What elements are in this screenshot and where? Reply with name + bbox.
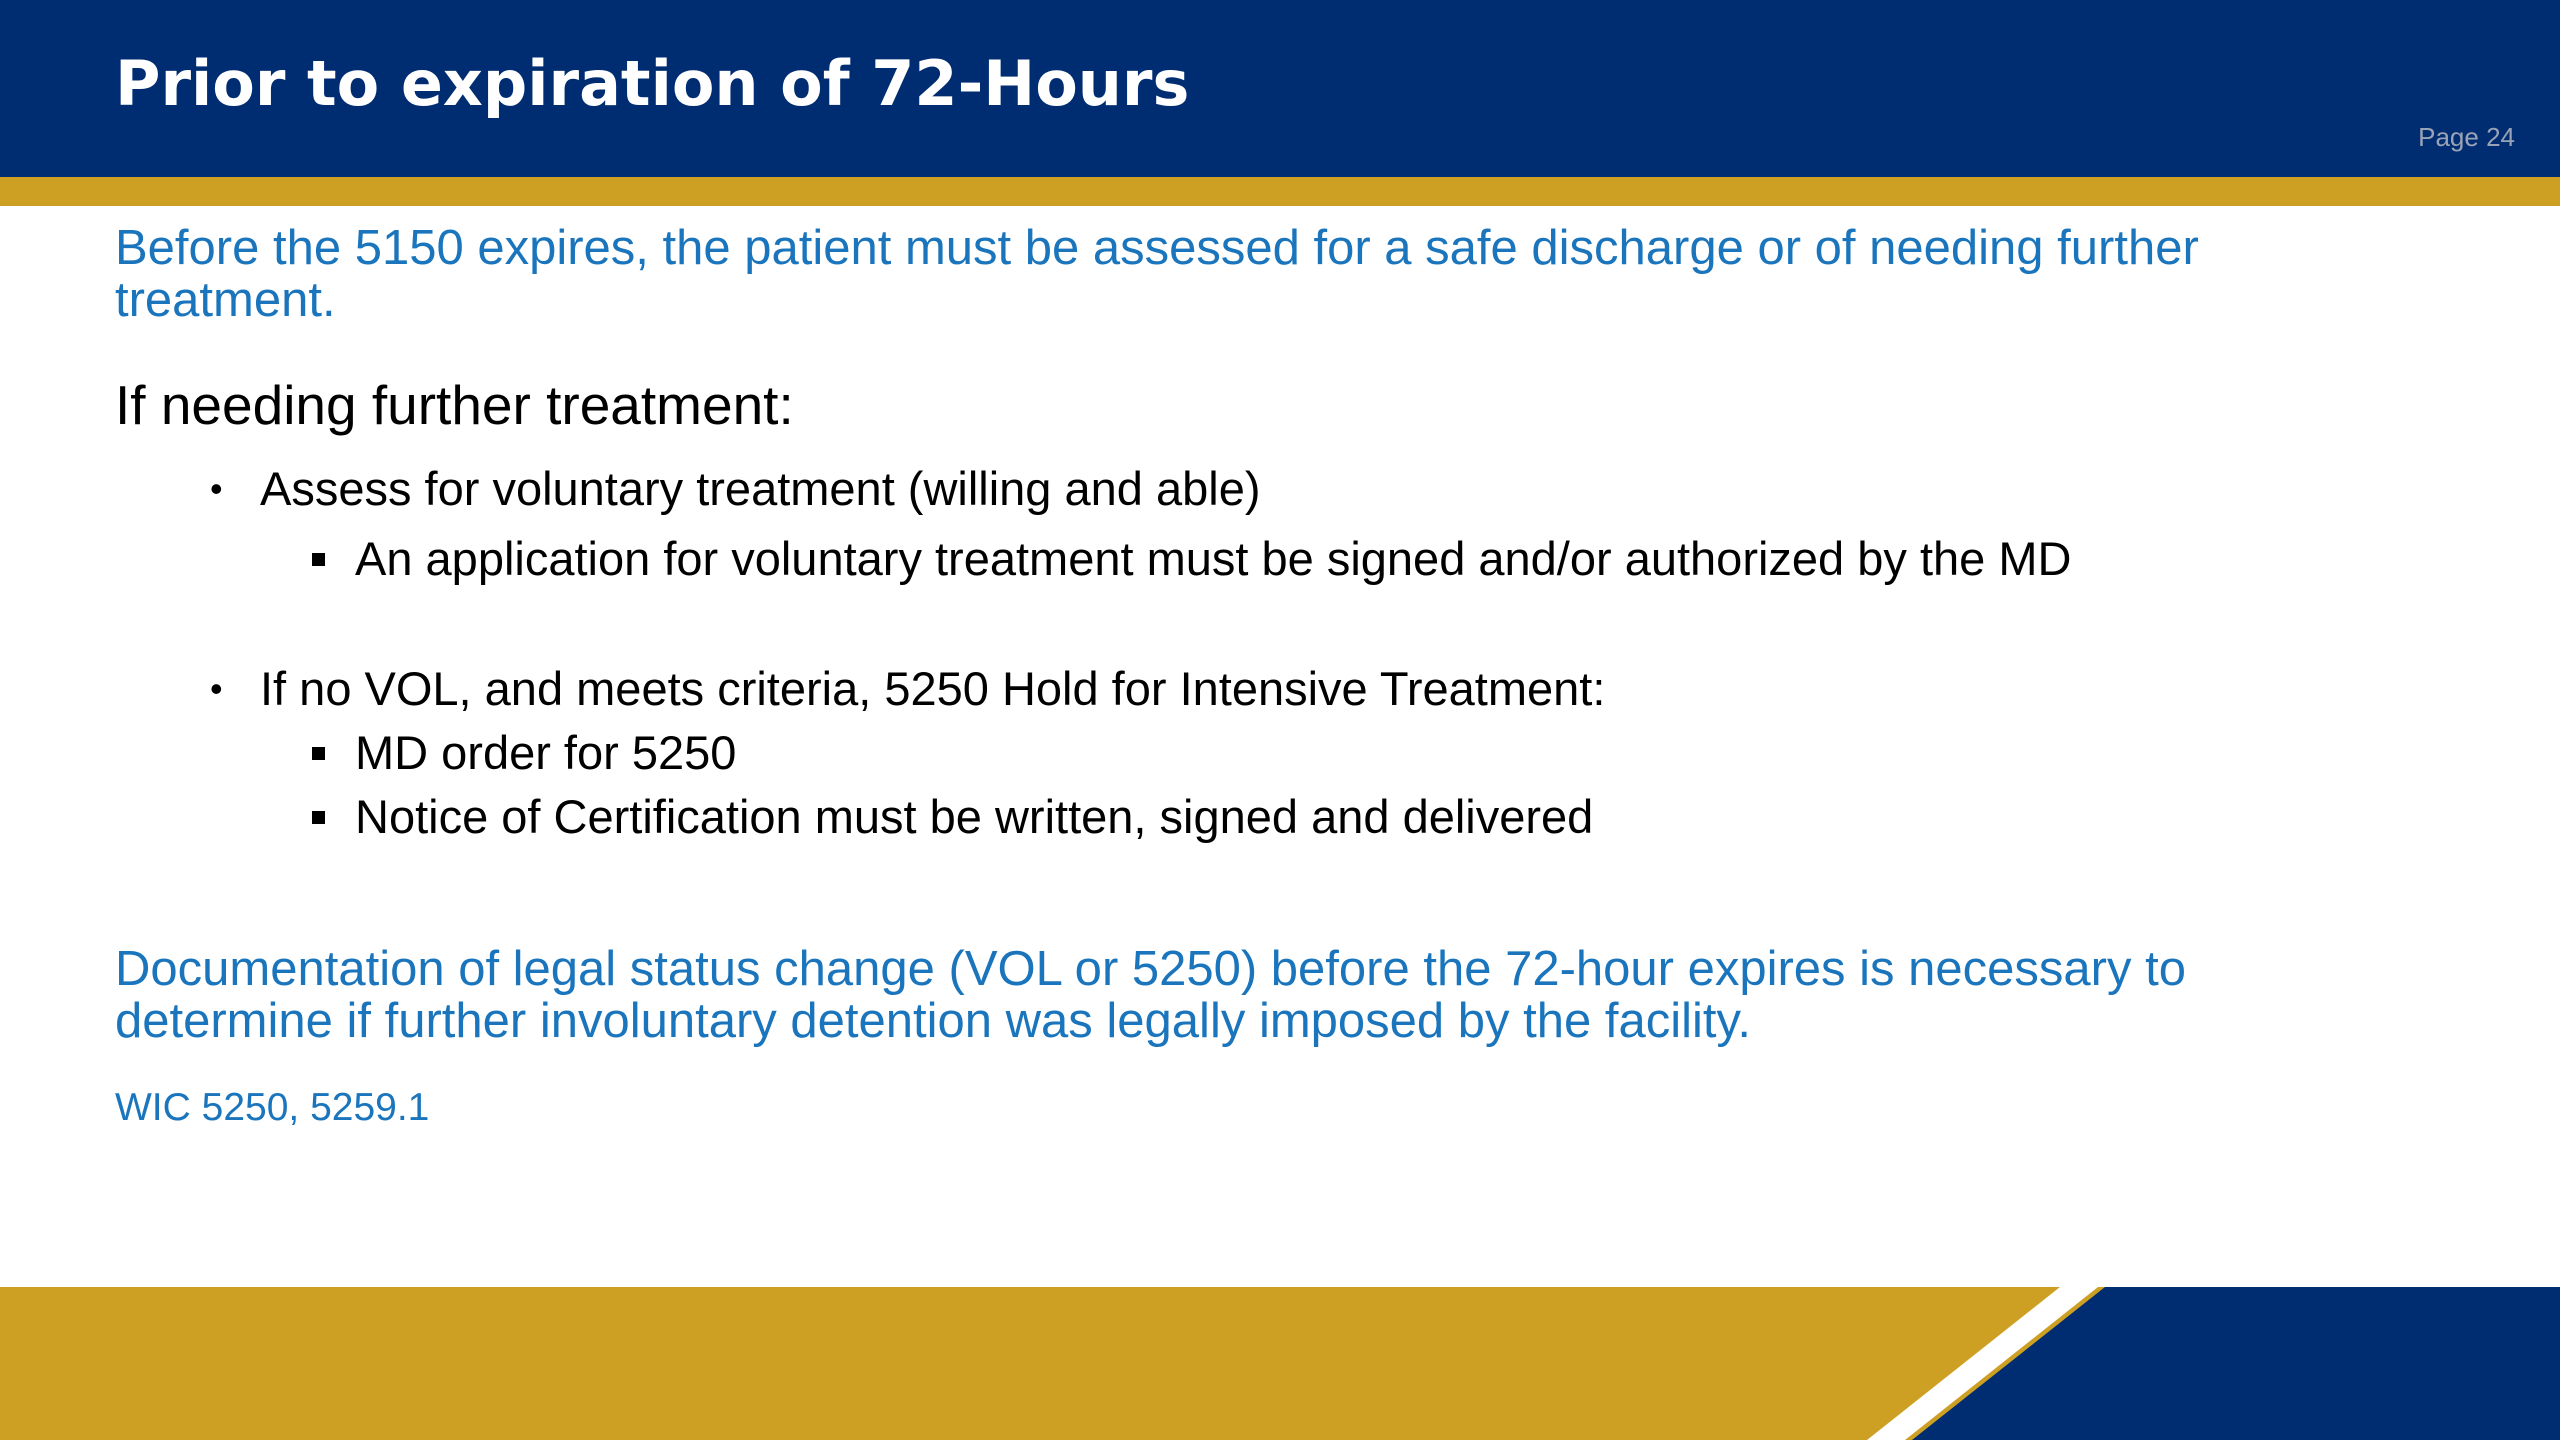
bullet-text: If no VOL, and meets criteria, 5250 Hold for Intensive Treatment: [260,662,1606,715]
slide-content [115,222,2355,1133]
slide-title: Prior to expiration of 72-Hours [115,47,1190,120]
sub-bullet-text: An application for voluntary treatment must be signed and/or authorized by the MD [355,532,2072,585]
bullet-dot-icon: • [210,468,223,509]
footer-band [0,1287,2560,1440]
bullet-item [115,457,2355,591]
square-bullet-icon [312,553,325,566]
intro-paragraph: Before the 5150 expires, the patient must be assessed for a safe discharge or of needing further treatment. [115,221,2199,327]
sub-bullet-list [260,527,2355,591]
sub-bullet-text: Notice of Certification must be written, signed and delivered [355,790,1594,843]
section-heading: If needing further treatment: [115,374,794,436]
page-number: Page 24 [2418,122,2515,152]
sub-bullet-list [260,721,2355,849]
sub-bullet-item [115,527,2355,591]
legal-reference: WIC 5250, 5259.1 [115,1086,430,1129]
sub-bullet-item [115,721,2355,785]
header-gold-stripe [0,177,2560,206]
sub-bullet-item [115,785,2355,849]
bullet-item [115,657,2355,849]
sub-bullet-text: MD order for 5250 [355,726,737,779]
bullet-dot-icon: • [210,668,223,709]
bullet-list [115,457,2355,849]
square-bullet-icon [312,747,325,760]
bullet-text: Assess for voluntary treatment (willing and able) [260,462,1261,515]
square-bullet-icon [312,811,325,824]
conclusion-paragraph: Documentation of legal status change (VOL or 5250) before the 72-hour expires is necessary to determine if further involuntary detention was legally imposed by the facility. [115,942,2186,1048]
